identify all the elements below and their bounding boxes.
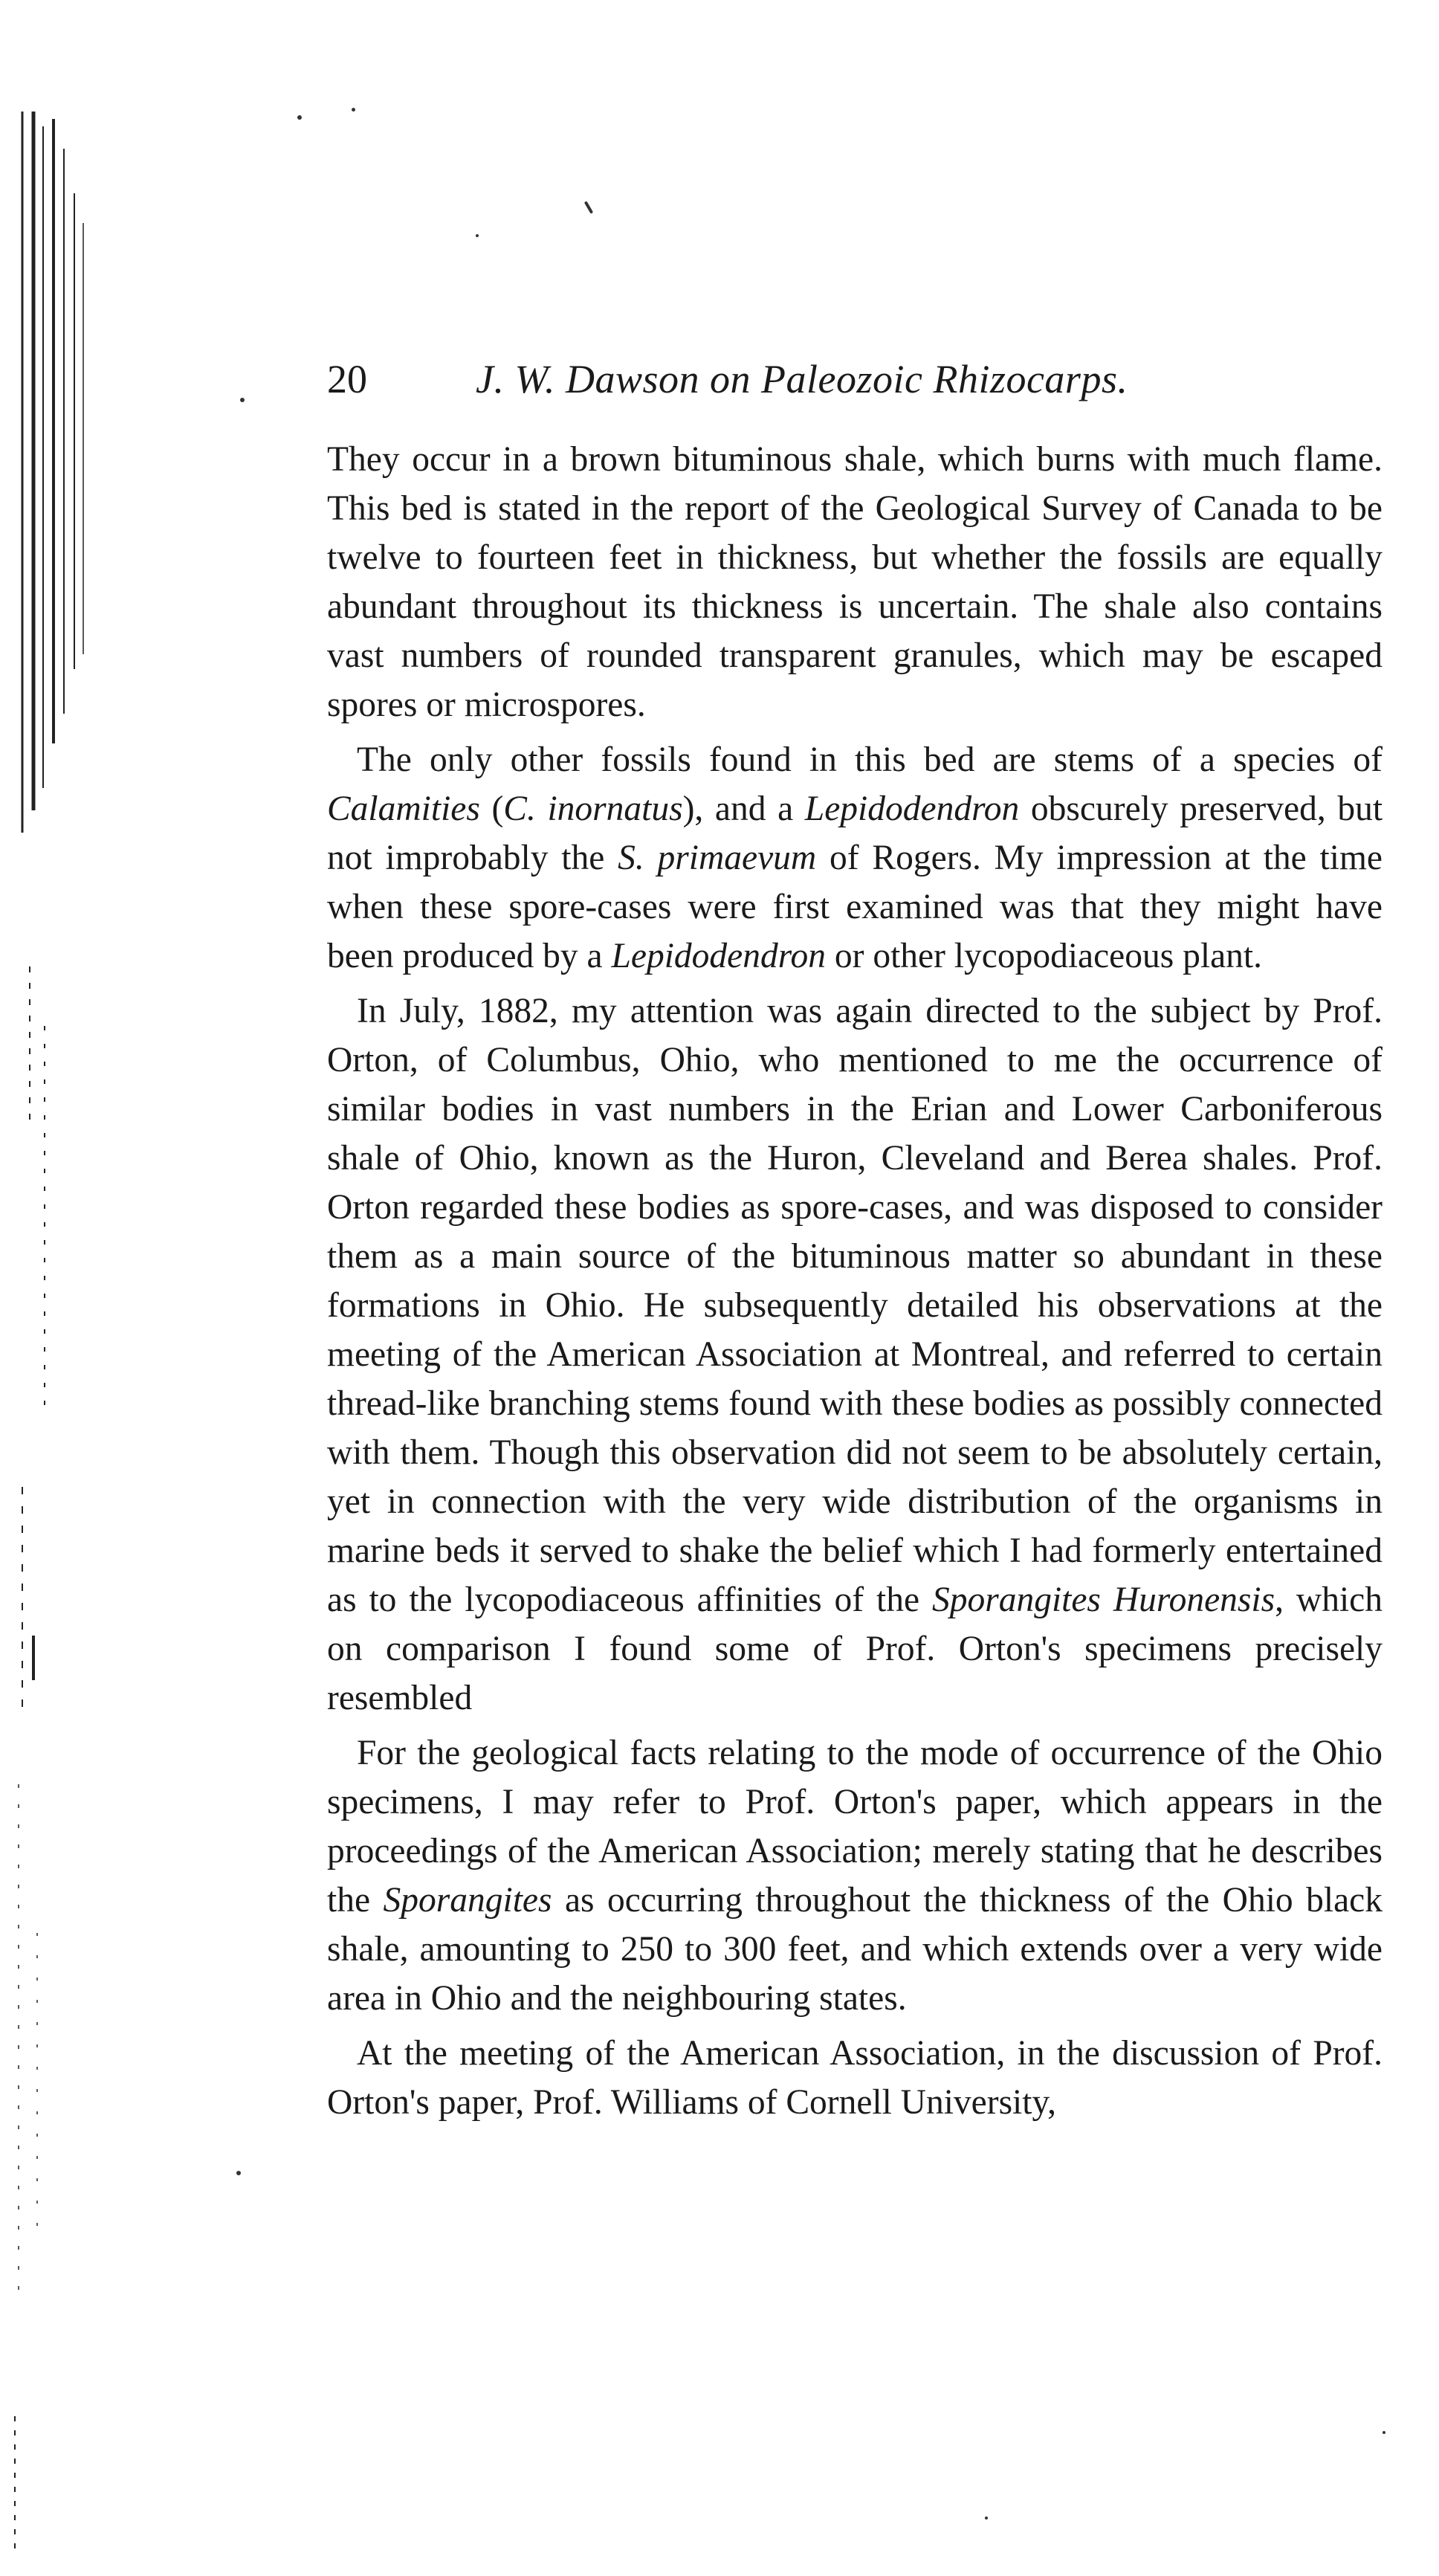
scan-speck xyxy=(476,234,479,237)
paragraph xyxy=(327,987,1383,1723)
italic-term: Sporangites Huronensis xyxy=(931,1581,1275,1619)
italic-term: Lepidodendron xyxy=(804,790,1020,828)
text-run: or other lycopodiaceous plant. xyxy=(826,937,1262,975)
text-run: obscurely preserved, but not improbably the xyxy=(327,790,1383,877)
scan-speck xyxy=(584,201,593,214)
italic-term: Lepidodendron xyxy=(611,937,826,975)
italic-term: Sporangites xyxy=(383,1881,552,1920)
text-run: ), and a xyxy=(682,790,805,828)
scan-speck xyxy=(352,108,355,112)
scan-speck xyxy=(985,2517,988,2519)
text-run: In July, 1882, my attention was again directed to the subject by Prof. Orton, of Columbus, Ohio, who mentioned to me the occurrence of similar bodies in vast numbers in the Erian and Lower Carboniferous shale of Ohio, known as the Huron, Cleveland and Berea shales. Prof. Orton regarded these bodies as spore-cases, and was disposed to consider them as a main source of the bituminous matter so abundant in these formations in Ohio. He subsequently detailed his observations at the meeting of the American Association at Montreal, and referred to certain thread-like branching stems found with these bodies as possibly connected with them. Though this observation did not seem to be absolutely certain, yet in connection with the very wide distribution of the organisms in marine beds it served to shake the belief which I had formerly entertained as to the lycopodiaceous affinities of the xyxy=(327,992,1383,1619)
scan-speck xyxy=(240,398,245,402)
italic-term: C. inornatus xyxy=(503,790,683,828)
text-run: as occurring throughout the thickness of the Ohio black shale, amounting to 250 to 300 feet, and which extends over a very wide area in Ohio and the neighbouring states. xyxy=(327,1881,1383,2018)
scan-speck xyxy=(1383,2431,1385,2434)
paragraph xyxy=(327,435,1383,729)
page-number: 20 xyxy=(327,357,367,401)
text-run: of Rogers. My impression at the time when these spore-cases were first examined was that they might have been produced by a xyxy=(327,839,1383,975)
text-run: , which on comparison I found some of Prof. Orton's specimens precisely resembled xyxy=(327,1581,1383,1717)
text-run: ( xyxy=(479,790,504,828)
paragraph xyxy=(327,2029,1383,2127)
running-title: J. W. Dawson on Paleozoic Rhizocarps. xyxy=(476,357,1128,401)
paragraph xyxy=(327,1728,1383,2023)
italic-term: Calamities xyxy=(327,790,480,828)
text-run: At the meeting of the American Association, in the discussion of Prof. Orton's paper, Prof. Williams of Cornell University, xyxy=(327,2034,1383,2122)
paragraph xyxy=(327,735,1383,981)
page-header xyxy=(327,349,1383,409)
scan-speck xyxy=(297,115,302,120)
text-run: For the geological facts relating to the mode of occurrence of the Ohio specimens, I may refer to Prof. Orton's paper, which appears in the proceedings of the American Association; merely stating that he describes the xyxy=(327,1734,1383,1920)
scan-speck xyxy=(236,2171,241,2175)
binding-edge-artifacts xyxy=(0,0,104,2576)
text-run: They occur in a brown bituminous shale, which burns with much flame. This bed is stated in the report of the Geological Survey of Canada to be twelve to fourteen feet in thickness, but whether the fossils are equally abundant throughout its thickness is uncertain. The shale also contains vast numbers of rounded transparent granules, which may be escaped spores or microspores. xyxy=(327,440,1383,724)
italic-term: S. primaevum xyxy=(618,839,817,877)
body-text xyxy=(327,435,1383,2133)
text-run: The only other fossils found in this bed are stems of a species of xyxy=(357,740,1383,779)
